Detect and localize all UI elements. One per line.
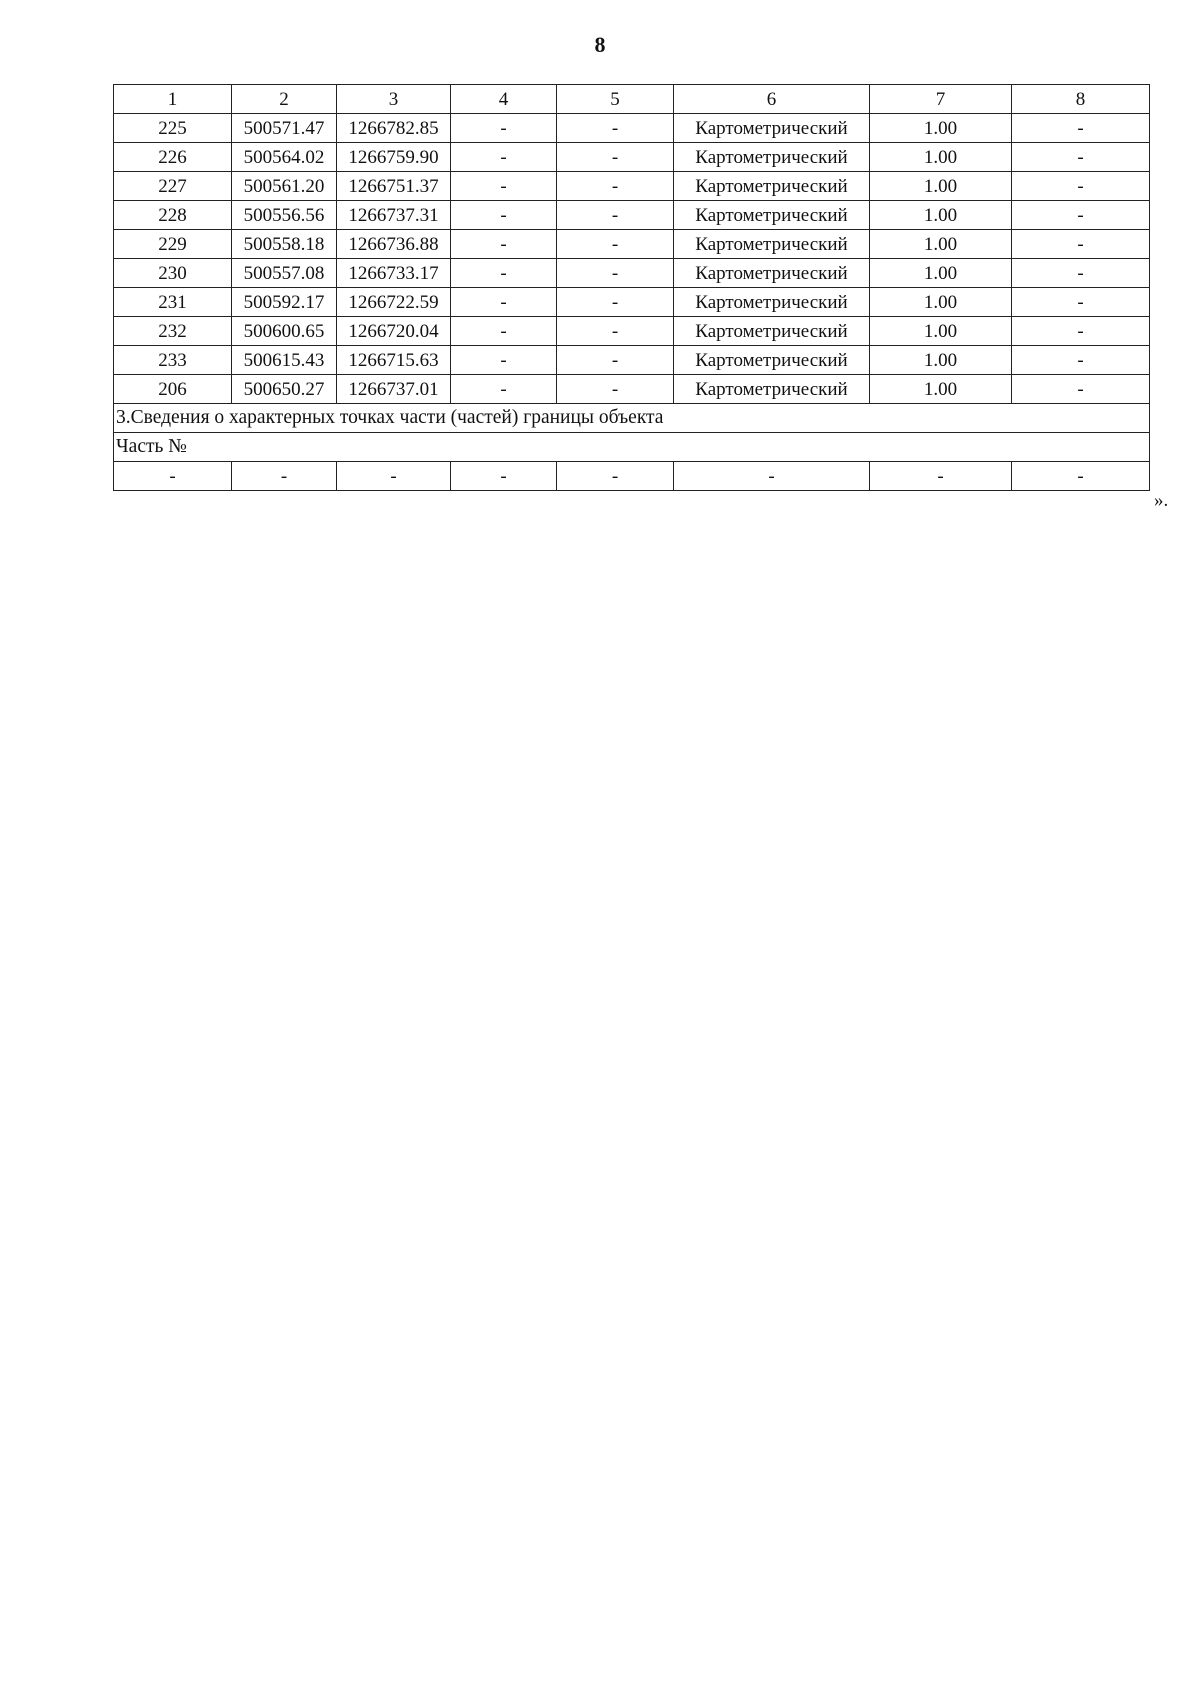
cell-x-coordinate: 500592.17 xyxy=(232,288,337,317)
cell-col-4: - xyxy=(451,201,557,230)
cell-accuracy: 1.00 xyxy=(870,143,1012,172)
cell-method: Картометрический xyxy=(674,230,870,259)
coordinates-table-container xyxy=(113,84,1149,491)
table-row xyxy=(114,317,1150,346)
column-header: 4 xyxy=(451,85,557,114)
cell-col-8: - xyxy=(1012,143,1150,172)
cell-y-coordinate: 1266733.17 xyxy=(337,259,451,288)
cell-accuracy: 1.00 xyxy=(870,259,1012,288)
empty-cell: - xyxy=(870,462,1012,491)
cell-point-number: 227 xyxy=(114,172,232,201)
cell-accuracy: 1.00 xyxy=(870,288,1012,317)
cell-col-5: - xyxy=(557,143,674,172)
column-header: 3 xyxy=(337,85,451,114)
cell-point-number: 229 xyxy=(114,230,232,259)
cell-accuracy: 1.00 xyxy=(870,172,1012,201)
cell-point-number: 206 xyxy=(114,375,232,404)
table-row xyxy=(114,346,1150,375)
cell-x-coordinate: 500558.18 xyxy=(232,230,337,259)
cell-col-4: - xyxy=(451,317,557,346)
cell-method: Картометрический xyxy=(674,288,870,317)
cell-accuracy: 1.00 xyxy=(870,375,1012,404)
part-label-row xyxy=(114,433,1150,462)
cell-method: Картометрический xyxy=(674,201,870,230)
cell-point-number: 225 xyxy=(114,114,232,143)
cell-x-coordinate: 500557.08 xyxy=(232,259,337,288)
cell-method: Картометрический xyxy=(674,375,870,404)
cell-y-coordinate: 1266759.90 xyxy=(337,143,451,172)
cell-y-coordinate: 1266751.37 xyxy=(337,172,451,201)
cell-y-coordinate: 1266715.63 xyxy=(337,346,451,375)
cell-col-4: - xyxy=(451,143,557,172)
cell-x-coordinate: 500556.56 xyxy=(232,201,337,230)
cell-x-coordinate: 500650.27 xyxy=(232,375,337,404)
table-row xyxy=(114,114,1150,143)
cell-col-5: - xyxy=(557,346,674,375)
table-row xyxy=(114,259,1150,288)
cell-col-4: - xyxy=(451,259,557,288)
cell-accuracy: 1.00 xyxy=(870,317,1012,346)
empty-cell: - xyxy=(337,462,451,491)
cell-col-8: - xyxy=(1012,230,1150,259)
column-header: 5 xyxy=(557,85,674,114)
cell-col-5: - xyxy=(557,375,674,404)
cell-col-8: - xyxy=(1012,288,1150,317)
cell-method: Картометрический xyxy=(674,172,870,201)
cell-point-number: 228 xyxy=(114,201,232,230)
cell-col-5: - xyxy=(557,288,674,317)
column-header: 8 xyxy=(1012,85,1150,114)
column-header: 2 xyxy=(232,85,337,114)
part-label: Часть № xyxy=(114,433,1150,462)
column-header: 7 xyxy=(870,85,1012,114)
cell-y-coordinate: 1266782.85 xyxy=(337,114,451,143)
cell-col-8: - xyxy=(1012,259,1150,288)
empty-cell: - xyxy=(1012,462,1150,491)
empty-cell: - xyxy=(674,462,870,491)
cell-point-number: 230 xyxy=(114,259,232,288)
cell-x-coordinate: 500571.47 xyxy=(232,114,337,143)
cell-point-number: 226 xyxy=(114,143,232,172)
cell-col-4: - xyxy=(451,172,557,201)
table-row xyxy=(114,143,1150,172)
section-title: 3.Сведения о характерных точках части (частей) границы объекта xyxy=(114,404,1150,433)
cell-accuracy: 1.00 xyxy=(870,114,1012,143)
empty-cell: - xyxy=(451,462,557,491)
cell-col-4: - xyxy=(451,288,557,317)
cell-col-8: - xyxy=(1012,317,1150,346)
cell-accuracy: 1.00 xyxy=(870,201,1012,230)
table-row xyxy=(114,172,1150,201)
table-row xyxy=(114,375,1150,404)
closing-quote-mark: ». xyxy=(1154,490,1169,511)
cell-method: Картометрический xyxy=(674,317,870,346)
cell-method: Картометрический xyxy=(674,346,870,375)
page-number: 8 xyxy=(594,32,606,57)
cell-col-5: - xyxy=(557,172,674,201)
table-body xyxy=(114,85,1150,491)
cell-y-coordinate: 1266736.88 xyxy=(337,230,451,259)
cell-col-4: - xyxy=(451,230,557,259)
cell-accuracy: 1.00 xyxy=(870,346,1012,375)
cell-col-5: - xyxy=(557,201,674,230)
cell-point-number: 231 xyxy=(114,288,232,317)
empty-cell: - xyxy=(557,462,674,491)
table-row xyxy=(114,230,1150,259)
cell-y-coordinate: 1266737.01 xyxy=(337,375,451,404)
cell-col-4: - xyxy=(451,375,557,404)
cell-point-number: 232 xyxy=(114,317,232,346)
cell-col-8: - xyxy=(1012,172,1150,201)
empty-cell: - xyxy=(232,462,337,491)
cell-method: Картометрический xyxy=(674,143,870,172)
cell-accuracy: 1.00 xyxy=(870,230,1012,259)
coordinates-table xyxy=(113,84,1150,491)
cell-y-coordinate: 1266737.31 xyxy=(337,201,451,230)
cell-col-5: - xyxy=(557,259,674,288)
cell-y-coordinate: 1266722.59 xyxy=(337,288,451,317)
empty-part-row xyxy=(114,462,1150,491)
cell-col-4: - xyxy=(451,114,557,143)
section-title-row xyxy=(114,404,1150,433)
empty-cell: - xyxy=(114,462,232,491)
cell-col-8: - xyxy=(1012,375,1150,404)
cell-x-coordinate: 500600.65 xyxy=(232,317,337,346)
cell-col-8: - xyxy=(1012,114,1150,143)
cell-col-4: - xyxy=(451,346,557,375)
table-row xyxy=(114,201,1150,230)
cell-col-5: - xyxy=(557,317,674,346)
cell-col-5: - xyxy=(557,230,674,259)
cell-col-8: - xyxy=(1012,201,1150,230)
cell-x-coordinate: 500615.43 xyxy=(232,346,337,375)
cell-y-coordinate: 1266720.04 xyxy=(337,317,451,346)
cell-x-coordinate: 500561.20 xyxy=(232,172,337,201)
cell-method: Картометрический xyxy=(674,114,870,143)
column-header: 6 xyxy=(674,85,870,114)
cell-x-coordinate: 500564.02 xyxy=(232,143,337,172)
column-header: 1 xyxy=(114,85,232,114)
cell-method: Картометрический xyxy=(674,259,870,288)
table-row xyxy=(114,288,1150,317)
cell-col-5: - xyxy=(557,114,674,143)
cell-point-number: 233 xyxy=(114,346,232,375)
column-number-row xyxy=(114,85,1150,114)
cell-col-8: - xyxy=(1012,346,1150,375)
